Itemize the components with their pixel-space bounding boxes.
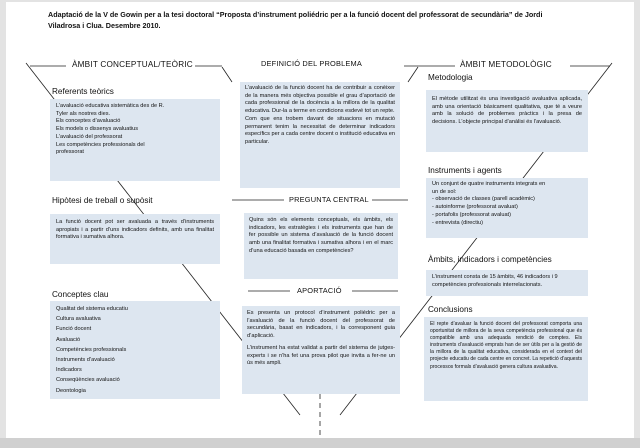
conceptes-item: Deontologia (56, 387, 86, 394)
conceptes-item: Instruments d’avaluació (56, 357, 115, 364)
referents-item: professorat (56, 149, 84, 156)
right-area-title: ÀMBIT METODOLÒGIC (460, 60, 552, 69)
referents-item: Els models o dissenys avaluatius (56, 126, 139, 133)
metodologia-box (426, 90, 588, 152)
referents-item: Tyler als nostres dies. (56, 110, 111, 117)
conceptes-item: Conseqüències avaluació (56, 377, 120, 384)
bottom-edge (0, 438, 640, 448)
conceptes-item: Indicadors (56, 367, 82, 374)
referents-title: Referents teòrics (52, 87, 114, 96)
referents-item: Els conceptes d’avaluació (56, 118, 121, 125)
pregunta-title: PREGUNTA CENTRAL (286, 195, 372, 204)
instruments-item: - observació de classes (parell acadèmic) (432, 196, 535, 203)
pregunta-text: Quins són els elements conceptuals, els àmbits, els indicadors, les estratègies i els instruments que han de fer possible un sistema d’avaluació de la funció docent amb una finalitat formativa i sumativa alhora i en el marc d’una educació basada en competències? (249, 217, 393, 254)
instruments-item: - entrevista (directiu) (432, 219, 483, 226)
conceptes-box (50, 301, 220, 399)
metodologia-title: Metodologia (428, 73, 473, 82)
aportacio-text-1: Es presenta un protocol d’instrument poliédric per a l’avaluació de la funció docent del professorat de secundària, basat en indicadors, i la corresponent guia d’aplicació. (247, 310, 395, 340)
definicio-title: DEFINICIÓ DEL PROBLEMA (258, 59, 365, 68)
header-line-2: Viladrosa i Clua. Desembre 2010. (48, 20, 161, 30)
conclusions-text: El repte d’avaluar la funció docent del professorat comporta una oportunitat de millora de la seva competència professional que és compatible amb una adequada rendició de comptes. Els instruments d’avaluació emprats han de ser útils per a la gestió de la millora de la qualitat educativa, considerada en el context del projecte educatiu de cada centre en concret. La repetició d’aquests processos formals d’avaluació genera cultura avaluativa. (430, 321, 582, 370)
conceptes-item: Qualitat del sistema educatiu (56, 306, 128, 312)
left-area-title: ÀMBIT CONCEPTUAL/TEÒRIC (72, 60, 193, 69)
conceptes-item: Avaluació (56, 336, 81, 343)
instruments-item: un de sol: (432, 188, 457, 195)
instruments-item: - portafolis (professorat avaluat) (432, 211, 511, 218)
conceptes-item: Cultura avaluativa (56, 316, 101, 323)
definicio-box (240, 82, 400, 188)
conceptes-item: Funció docent (56, 326, 92, 333)
conceptes-title: Conceptes clau (52, 290, 109, 299)
aportacio-text-2: L’instrument ha estat validat a partir del sistema de jutges-experts i se n’ha fet una prova pilot que invita a fer-ne un ús més ampli. (247, 344, 395, 367)
instruments-item: Un conjunt de quatre instruments integrats en (432, 181, 546, 187)
referents-item: Les competències professionals del (56, 141, 145, 148)
instruments-item: - autoinforme (professorat avaluat) (432, 204, 518, 211)
header-line-1: Adaptació de la V de Gowin per a la tesi doctoral “Proposta d’instrument poliédric per a la funció docent del professorat de secundària” de Jordi (48, 10, 543, 19)
aportacio-box (242, 306, 400, 394)
pregunta-box (244, 213, 398, 279)
hipotesi-title: Hipòtesi de treball o supòsit (52, 196, 153, 205)
ambits-box (426, 270, 588, 296)
ambits-title: Àmbits, indicadors i competències (428, 255, 552, 264)
hipotesi-box (50, 214, 220, 264)
conceptes-item: Competències professionals (56, 346, 127, 353)
instruments-box (426, 178, 588, 238)
referents-box (50, 99, 220, 181)
ambits-text: L’instrument consta de 15 àmbits, 46 indicadors i 9 competències professionals interrelacionats. (432, 274, 558, 288)
definicio-text-1: L’avaluació de la funció docent ha de contribuir a conèixer de la manera més objectiva possible el grau d’aportació de cada professional de la docència a la millora de la qualitat educativa. Dur-la a terme en condicions esdevé tot un repte. (245, 85, 395, 115)
referents-item: L’avaluació educativa sistemàtica des de R. (56, 103, 165, 109)
conclusions-box (424, 317, 588, 401)
metodologia-text: El mètode utilitzat és una investigació avaluativa aplicada, amb una orientació bàsicament qualitativa, que té a veure amb la solució de problemes pràctics i la presa de decisions. L’objecte principal d’anàlisi és l’avaluació. (432, 96, 582, 126)
referents-item: L’avaluació del professorat (56, 133, 123, 140)
aportacio-title: APORTACIÓ (294, 286, 345, 295)
hipotesi-text: La funció docent pot ser avaluada a través d’instruments apropiats i a partir d’uns indicadors definits, amb una finalitat formativa i sumativa alhora. (56, 219, 214, 241)
instruments-title: Instruments i agents (428, 166, 502, 175)
definicio-text-2: Com que ens trobem davant de situacions en mutació permanent tenim la necessitat de determinar indicadors específics per a cada centre docent o institució educativa en particular. (245, 115, 395, 145)
conclusions-title: Conclusions (428, 305, 473, 314)
